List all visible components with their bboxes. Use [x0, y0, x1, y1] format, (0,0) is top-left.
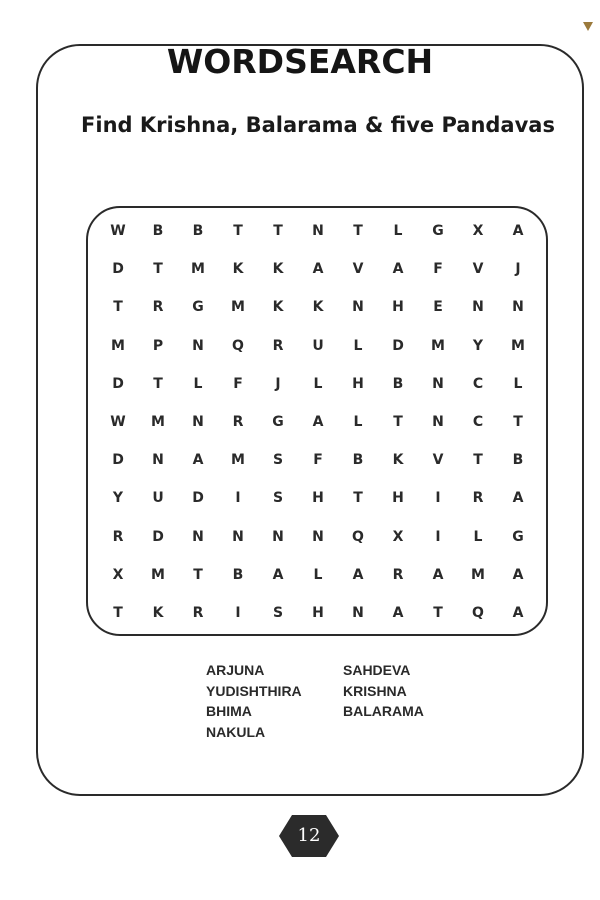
grid-cell: L	[473, 528, 483, 545]
grid-cell: D	[192, 490, 204, 507]
grid-cell: L	[313, 566, 323, 583]
grid-cell: K	[272, 261, 284, 278]
grid-cell: D	[392, 337, 404, 354]
grid-cell: V	[352, 261, 364, 278]
grid-row	[98, 556, 538, 594]
grid-cell: U	[152, 490, 164, 507]
grid-cell: M	[151, 566, 165, 583]
grid-cell: K	[152, 604, 164, 621]
grid-cell: A	[352, 566, 364, 583]
grid-cell: J	[515, 261, 521, 278]
word-list-item: ARJUNA	[206, 662, 265, 678]
grid-row	[98, 441, 538, 479]
word-list-column-2	[343, 660, 424, 722]
grid-cell: M	[511, 337, 525, 354]
grid-cell: R	[192, 604, 204, 621]
grid-cell: M	[111, 337, 125, 354]
grid-cell: A	[272, 566, 284, 583]
grid-cell: M	[471, 566, 485, 583]
grid-cell: R	[112, 528, 124, 545]
grid-cell: W	[110, 223, 126, 240]
grid-cell: A	[392, 261, 404, 278]
grid-row	[98, 518, 538, 556]
grid-cell: R	[472, 490, 484, 507]
grid-cell: X	[472, 223, 484, 240]
grid-cell: Q	[472, 604, 484, 621]
page-subtitle: Find Krishna, Balarama & five Pandavas	[81, 113, 555, 137]
grid-cell: J	[275, 375, 281, 392]
grid-cell: I	[235, 490, 241, 507]
word-list-column-1	[206, 660, 302, 743]
grid-cell: T	[233, 223, 243, 240]
grid-cell: R	[232, 414, 244, 431]
grid-row	[98, 365, 538, 403]
grid-cell: L	[353, 414, 363, 431]
grid-cell: S	[272, 490, 284, 507]
grid-cell: N	[152, 452, 164, 469]
grid-cell: T	[353, 223, 363, 240]
word-list-item: NAKULA	[206, 724, 266, 741]
grid-cell: W	[110, 414, 126, 431]
page-title: WORDSEARCH	[166, 42, 434, 81]
grid-cell: F	[433, 261, 443, 278]
grid-cell: G	[272, 414, 284, 431]
grid-cell: D	[112, 261, 124, 278]
grid-cell: T	[153, 375, 163, 392]
grid-cell: G	[192, 299, 204, 316]
grid-cell: A	[312, 414, 324, 431]
grid-cell: T	[473, 452, 483, 469]
grid-cell: S	[272, 452, 284, 469]
grid-cell: N	[352, 604, 364, 621]
grid-cell: K	[232, 261, 244, 278]
grid-cell: P	[152, 337, 164, 354]
grid-cell: D	[112, 375, 124, 392]
word-list-item: BALARAMA	[343, 703, 424, 720]
grid-cell: L	[313, 375, 323, 392]
grid-row	[98, 250, 538, 288]
grid-cell: D	[112, 452, 124, 469]
grid-cell: N	[432, 375, 444, 392]
grid-cell: B	[152, 223, 164, 240]
grid-cell: X	[112, 566, 124, 583]
grid-cell: A	[192, 452, 204, 469]
grid-cell: A	[512, 566, 524, 583]
grid-cell: L	[193, 375, 203, 392]
grid-cell: B	[352, 452, 364, 469]
grid-cell: Q	[232, 337, 244, 354]
grid-cell: L	[513, 375, 523, 392]
grid-cell: S	[272, 604, 284, 621]
grid-row	[98, 594, 538, 632]
grid-cell: K	[312, 299, 324, 316]
grid-row	[98, 479, 538, 517]
grid-cell: R	[272, 337, 284, 354]
grid-cell: A	[512, 604, 524, 621]
grid-cell: T	[393, 414, 403, 431]
grid-cell: M	[231, 299, 245, 316]
grid-cell: H	[392, 490, 404, 507]
grid-cell: K	[392, 452, 404, 469]
grid-cell: V	[432, 452, 444, 469]
grid-cell: G	[512, 528, 524, 545]
grid-cell: T	[113, 604, 123, 621]
grid-cell: B	[232, 566, 244, 583]
grid-cell: B	[512, 452, 524, 469]
grid-cell: T	[153, 261, 163, 278]
grid-cell: H	[392, 299, 404, 316]
grid-cell: U	[312, 337, 324, 354]
grid-cell: K	[272, 299, 284, 316]
grid-cell: N	[192, 414, 204, 431]
grid-cell: A	[512, 490, 524, 507]
word-list-item: KRISHNA	[343, 682, 407, 699]
grid-cell: N	[512, 299, 524, 316]
grid-cell: C	[472, 375, 484, 392]
letter-grid	[98, 212, 538, 632]
grid-cell: N	[312, 528, 324, 545]
grid-cell: Q	[352, 528, 364, 545]
grid-cell: I	[235, 604, 241, 621]
grid-cell: M	[231, 452, 245, 469]
grid-cell: T	[433, 604, 443, 621]
grid-cell: T	[513, 414, 523, 431]
grid-cell: R	[152, 299, 164, 316]
grid-cell: N	[192, 337, 204, 354]
word-list-item: BHIMA	[206, 703, 252, 720]
word-list-item: YUDISHTHIRA	[206, 682, 302, 699]
grid-cell: T	[113, 299, 123, 316]
page-number: 12	[297, 825, 321, 846]
grid-cell: X	[392, 528, 404, 545]
grid-cell: M	[431, 337, 445, 354]
grid-cell: A	[432, 566, 444, 583]
corner-mark	[583, 22, 593, 31]
grid-cell: R	[392, 566, 404, 583]
grid-row	[98, 288, 538, 326]
grid-cell: A	[392, 604, 404, 621]
grid-cell: N	[232, 528, 244, 545]
grid-cell: I	[435, 528, 441, 545]
grid-cell: Y	[112, 490, 124, 507]
grid-cell: N	[192, 528, 204, 545]
grid-cell: T	[273, 223, 283, 240]
grid-cell: N	[272, 528, 284, 545]
grid-cell: T	[353, 490, 363, 507]
grid-cell: N	[352, 299, 364, 316]
grid-cell: F	[233, 375, 243, 392]
grid-cell: L	[393, 223, 403, 240]
grid-cell: C	[472, 414, 484, 431]
grid-cell: A	[312, 261, 324, 278]
grid-cell: E	[433, 299, 443, 316]
grid-cell: H	[352, 375, 364, 392]
grid-cell: N	[432, 414, 444, 431]
grid-row	[98, 403, 538, 441]
grid-row	[98, 327, 538, 365]
grid-cell: M	[151, 414, 165, 431]
grid-cell: H	[312, 490, 324, 507]
grid-cell: T	[193, 566, 203, 583]
grid-cell: B	[192, 223, 204, 240]
grid-cell: N	[472, 299, 484, 316]
grid-cell: V	[472, 261, 484, 278]
grid-cell: I	[435, 490, 441, 507]
grid-cell: N	[312, 223, 324, 240]
grid-cell: A	[512, 223, 524, 240]
grid-cell: D	[152, 528, 164, 545]
grid-cell: M	[191, 261, 205, 278]
grid-cell: F	[313, 452, 323, 469]
grid-cell: B	[392, 375, 404, 392]
grid-row	[98, 212, 538, 250]
grid-cell: Y	[472, 337, 484, 354]
grid-cell: L	[353, 337, 363, 354]
grid-cell: H	[312, 604, 324, 621]
grid-cell: G	[432, 223, 444, 240]
word-list-item: SAHDEVA	[343, 662, 411, 678]
